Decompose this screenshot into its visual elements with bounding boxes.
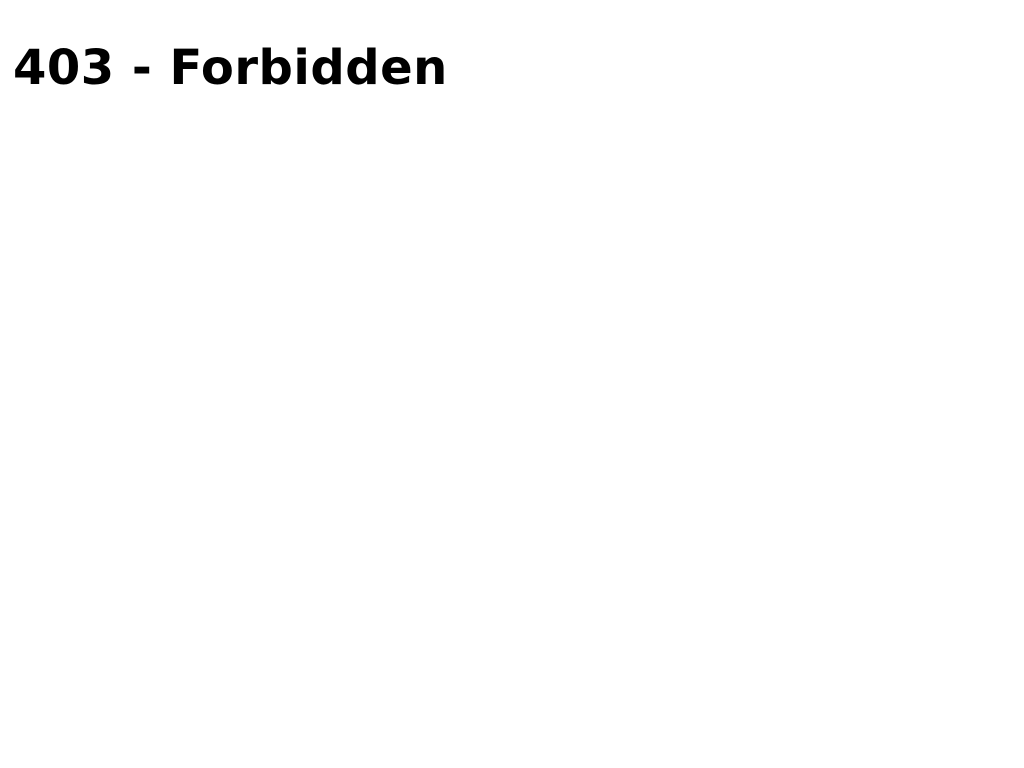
page-title: 403 - Forbidden [13,40,448,96]
